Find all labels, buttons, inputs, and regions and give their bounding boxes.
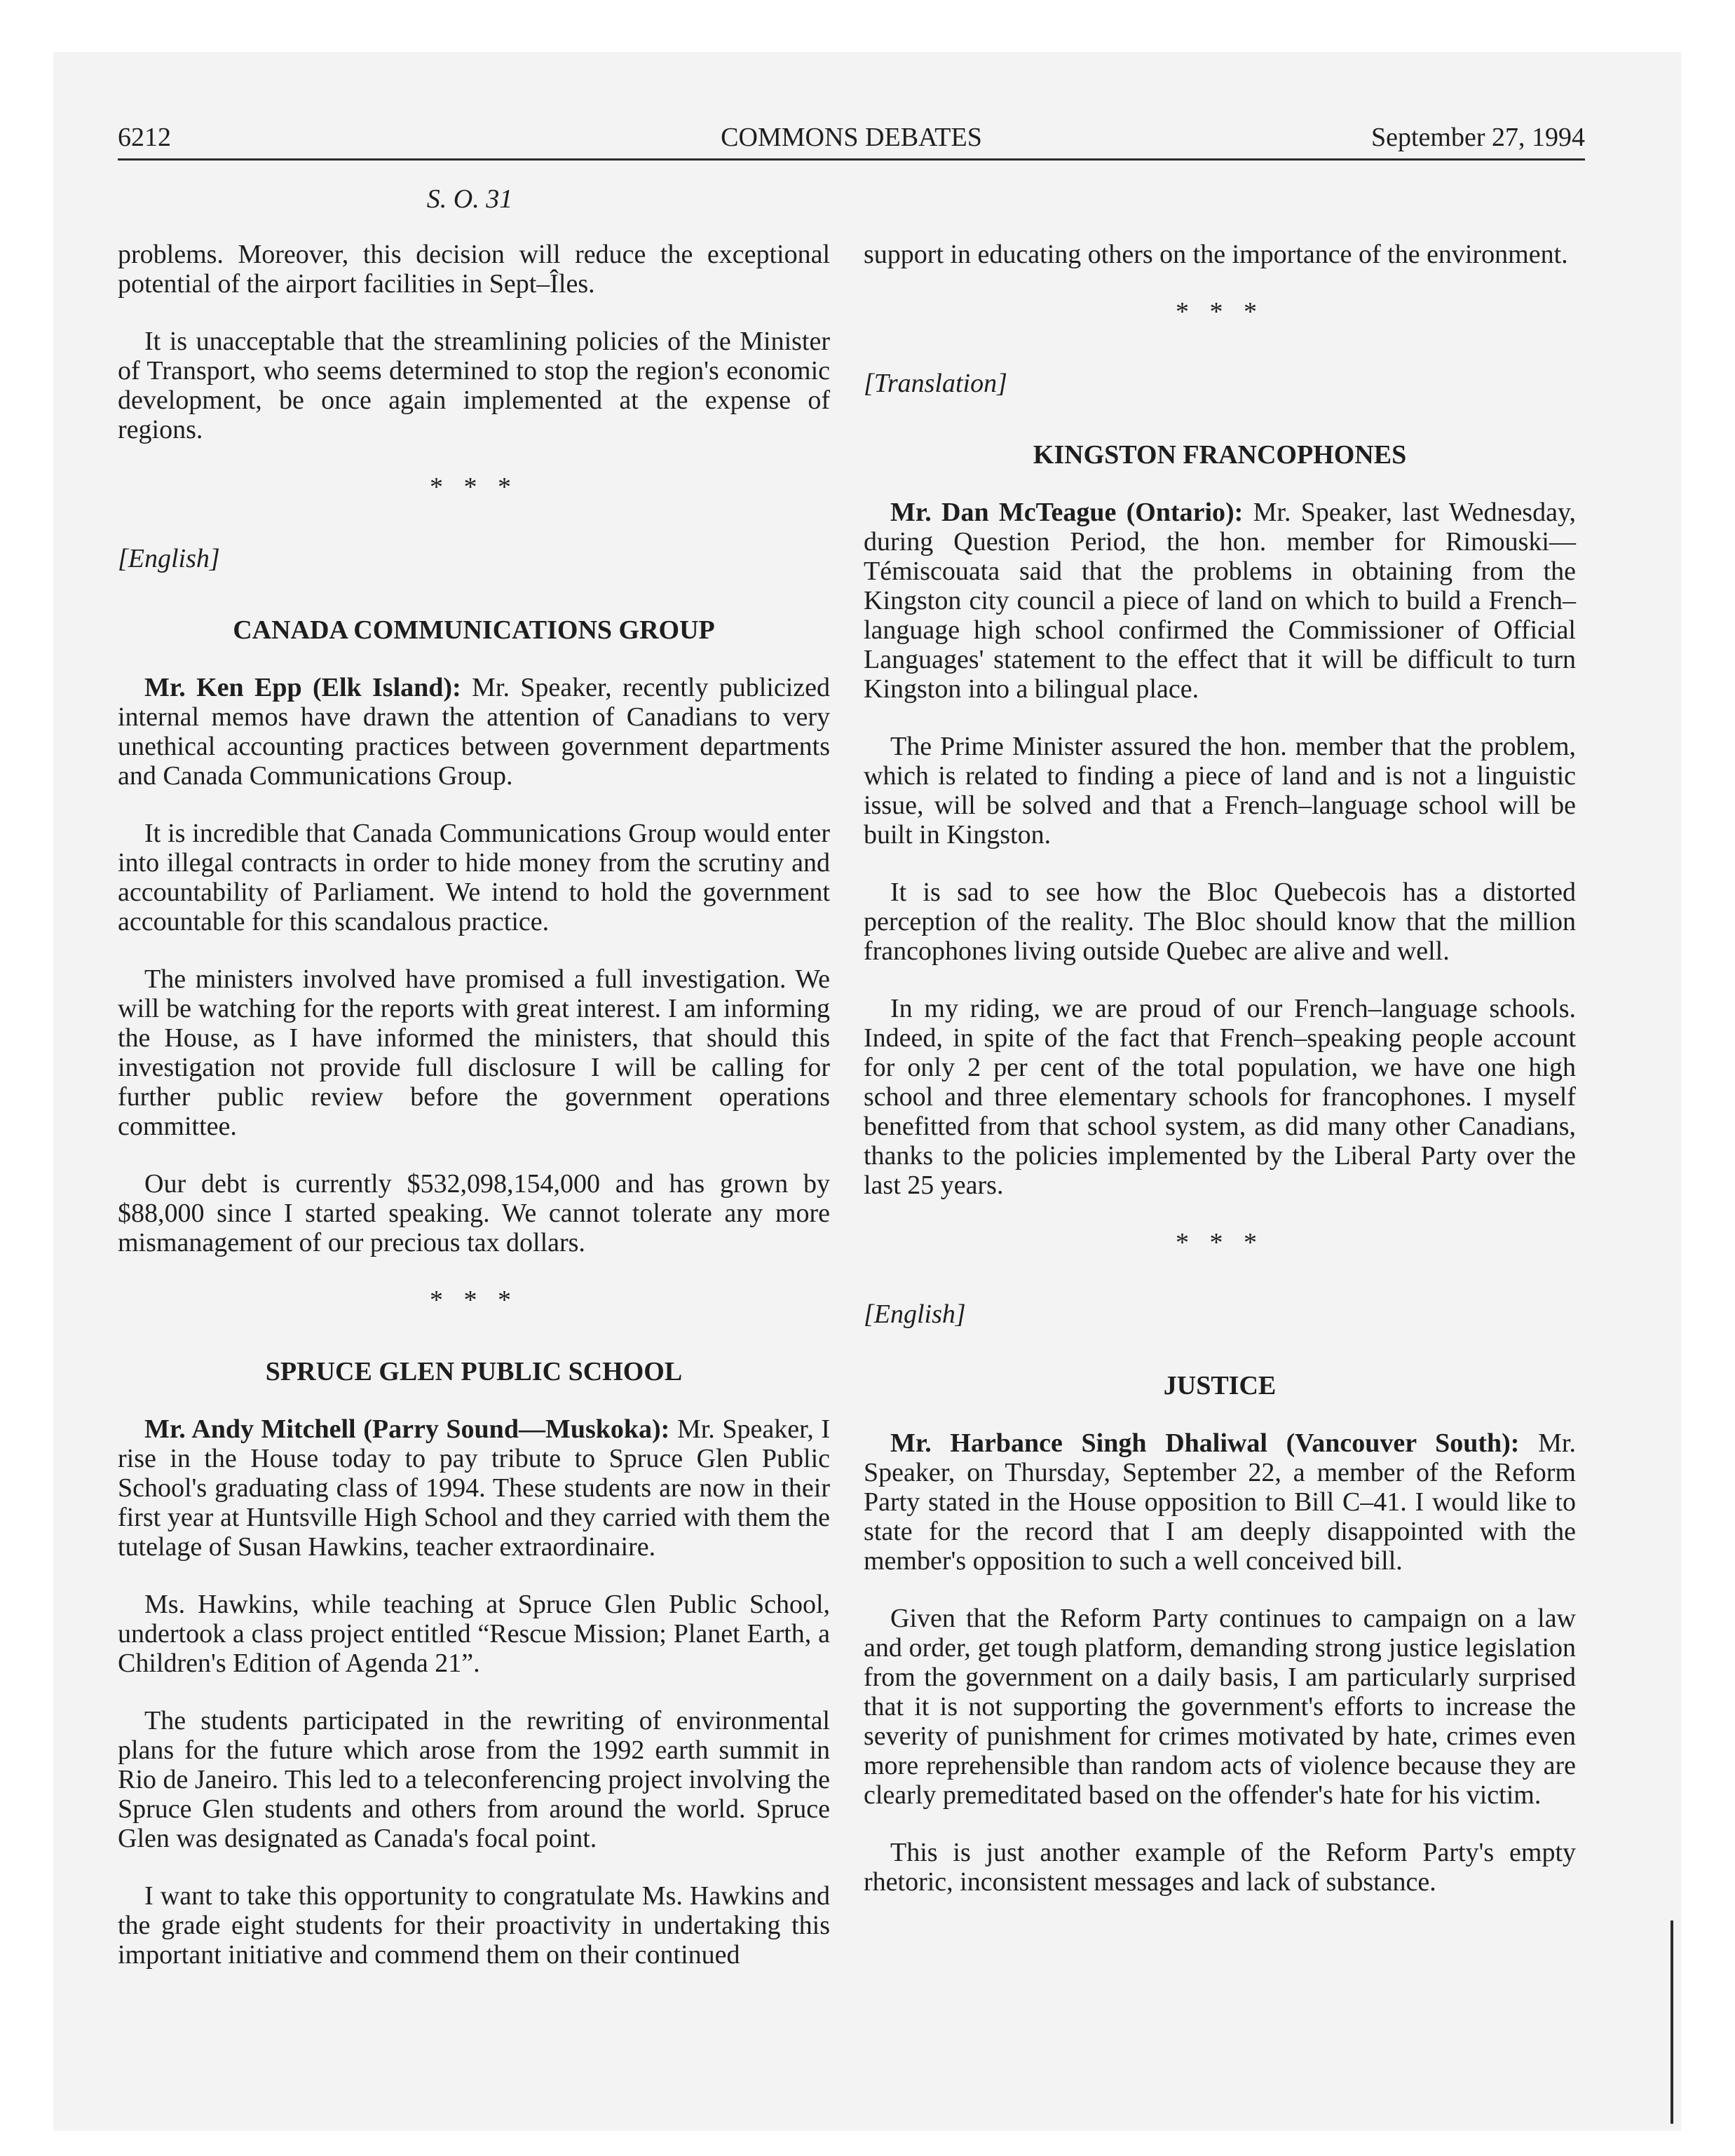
paragraph: The students participated in the rewriting of environmental plans for the future which arose from the 1992 earth summit in Rio de Janeiro. This led to a teleconferencing project involving the Spruce Glen students and others from around the world. Spruce Glen was designated as Canada's focal point.: [118, 1706, 830, 1853]
left-column: [118, 240, 830, 1998]
language-marker: [English]: [864, 1299, 966, 1329]
language-marker: [Translation]: [864, 369, 1007, 398]
standing-order-label: S. O. 31: [426, 184, 513, 214]
section-separator: * * *: [430, 1285, 518, 1315]
speaker-name: Mr. Dan McTeague (Ontario):: [890, 498, 1244, 527]
statement-paragraph: [864, 1428, 1576, 1576]
speaker-name: Mr. Andy Mitchell (Parry Sound—Muskoka):: [144, 1414, 670, 1444]
statement-text: Mr. Speaker, last Wednesday, during Question Period, the hon. member for Rimouski—Témiscouata said that the problems in obtaining from the Kingston city council a piece of land on which to build a French–language high school confirmed the Commissioner of Official Languages' statement to the effect that it will be difficult to turn Kingston into a bilingual place.: [864, 498, 1576, 704]
paragraph: It is sad to see how the Bloc Quebecois has a distorted perception of the reality. The Bloc should know that the million francophones living outside Quebec are alive and well.: [864, 878, 1576, 966]
paragraph: Ms. Hawkins, while teaching at Spruce Glen Public School, undertook a class project entitled “Rescue Mission; Planet Earth, a Children's Edition of Agenda 21”.: [118, 1590, 830, 1678]
publication-date: September 27, 1994: [1370, 123, 1585, 152]
paragraph: support in educating others on the importance of the environment.: [864, 240, 1568, 269]
statement-paragraph: [118, 673, 830, 791]
statement-paragraph: [864, 498, 1576, 704]
statement-text: Mr. Speaker, on Thursday, September 22, a member of the Reform Party stated in the House opposition to Bill C–41. I would like to state for the record that I am deeply disappointed with the member's opposition to such a well conceived bill.: [864, 1428, 1576, 1576]
section-heading: CANADA COMMUNICATIONS GROUP: [233, 615, 715, 645]
section-heading: SPRUCE GLEN PUBLIC SCHOOL: [265, 1357, 683, 1386]
paragraph: The Prime Minister assured the hon. member that the problem, which is related to finding a piece of land and is not a linguistic issue, will be solved and that a French–language school will be built in Kingston.: [864, 732, 1576, 850]
section-separator: * * *: [430, 472, 518, 502]
paragraph: problems. Moreover, this decision will reduce the exceptional potential of the airport facilities in Sept–Îles.: [118, 240, 830, 299]
paragraph: Our debt is currently $532,098,154,000 and has grown by $88,000 since I started speaking. We cannot tolerate any more mismanagement of our precious tax dollars.: [118, 1169, 830, 1257]
speaker-name: Mr. Harbance Singh Dhaliwal (Vancouver South):: [890, 1428, 1520, 1458]
paragraph: It is incredible that Canada Communications Group would enter into illegal contracts in order to hide money from the scrutiny and accountability of Parliament. We intend to hold the government accountable for this scandalous practice.: [118, 819, 830, 936]
paragraph: In my riding, we are proud of our French–language schools. Indeed, in spite of the fact that French–speaking people account for only 2 per cent of the total population, we have one high school and three elementary schools for francophones. I myself benefitted from that school system, as did many other Canadians, thanks to the policies implemented by the Liberal Party over the last 25 years.: [864, 994, 1576, 1200]
section-heading: KINGSTON FRANCOPHONES: [1033, 440, 1407, 470]
statement-paragraph: [118, 1414, 830, 1562]
section-separator: * * *: [1176, 1228, 1264, 1257]
section-separator: * * *: [1176, 297, 1264, 327]
paragraph: This is just another example of the Reform Party's empty rhetoric, inconsistent messages and lack of substance.: [864, 1838, 1576, 1897]
language-marker: [English]: [118, 544, 220, 573]
right-column: [864, 240, 1576, 1925]
publication-title: COMMONS DEBATES: [721, 123, 982, 152]
section-heading: JUSTICE: [1163, 1371, 1277, 1400]
statement-text: Mr. Speaker, I rise in the House today to pay tribute to Spruce Glen Public School's graduating class of 1994. These students are now in their first year at Huntsville High School and they carried with them the tutelage of Susan Hawkins, teacher extraordinaire.: [118, 1414, 831, 1562]
paragraph: The ministers involved have promised a full investigation. We will be watching for the reports with great interest. I am informing the House, as I have informed the ministers, that should this investigation not provide full disclosure I will be calling for further public review before the government operations committee.: [118, 964, 830, 1141]
page-number: 6212: [118, 123, 171, 152]
paragraph: I want to take this opportunity to congratulate Ms. Hawkins and the grade eight students for their proactivity in undertaking this important initiative and commend them on their continued: [118, 1881, 830, 1970]
page-header: [118, 116, 1585, 161]
paragraph: Given that the Reform Party continues to campaign on a law and order, get tough platform, demanding strong justice legislation from the government on a daily basis, I am particularly surprised that it is not supporting the government's efforts to increase the severity of punishment for crimes motivated by hate, crimes even more reprehensible than random acts of violence because they are clearly premeditated based on the offender's hate for his victim.: [864, 1604, 1576, 1810]
speaker-name: Mr. Ken Epp (Elk Island):: [144, 673, 461, 702]
statement-text: Mr. Speaker, recently publicized internal memos have drawn the attention of Canadians to very unethical accounting practices between government departments and Canada Communications Group.: [118, 673, 830, 791]
paragraph: It is unacceptable that the streamlining policies of the Minister of Transport, who seems determined to stop the region's economic development, be once again implemented at the expense of regions.: [118, 327, 830, 444]
scan-edge-line: [1671, 1920, 1673, 2124]
